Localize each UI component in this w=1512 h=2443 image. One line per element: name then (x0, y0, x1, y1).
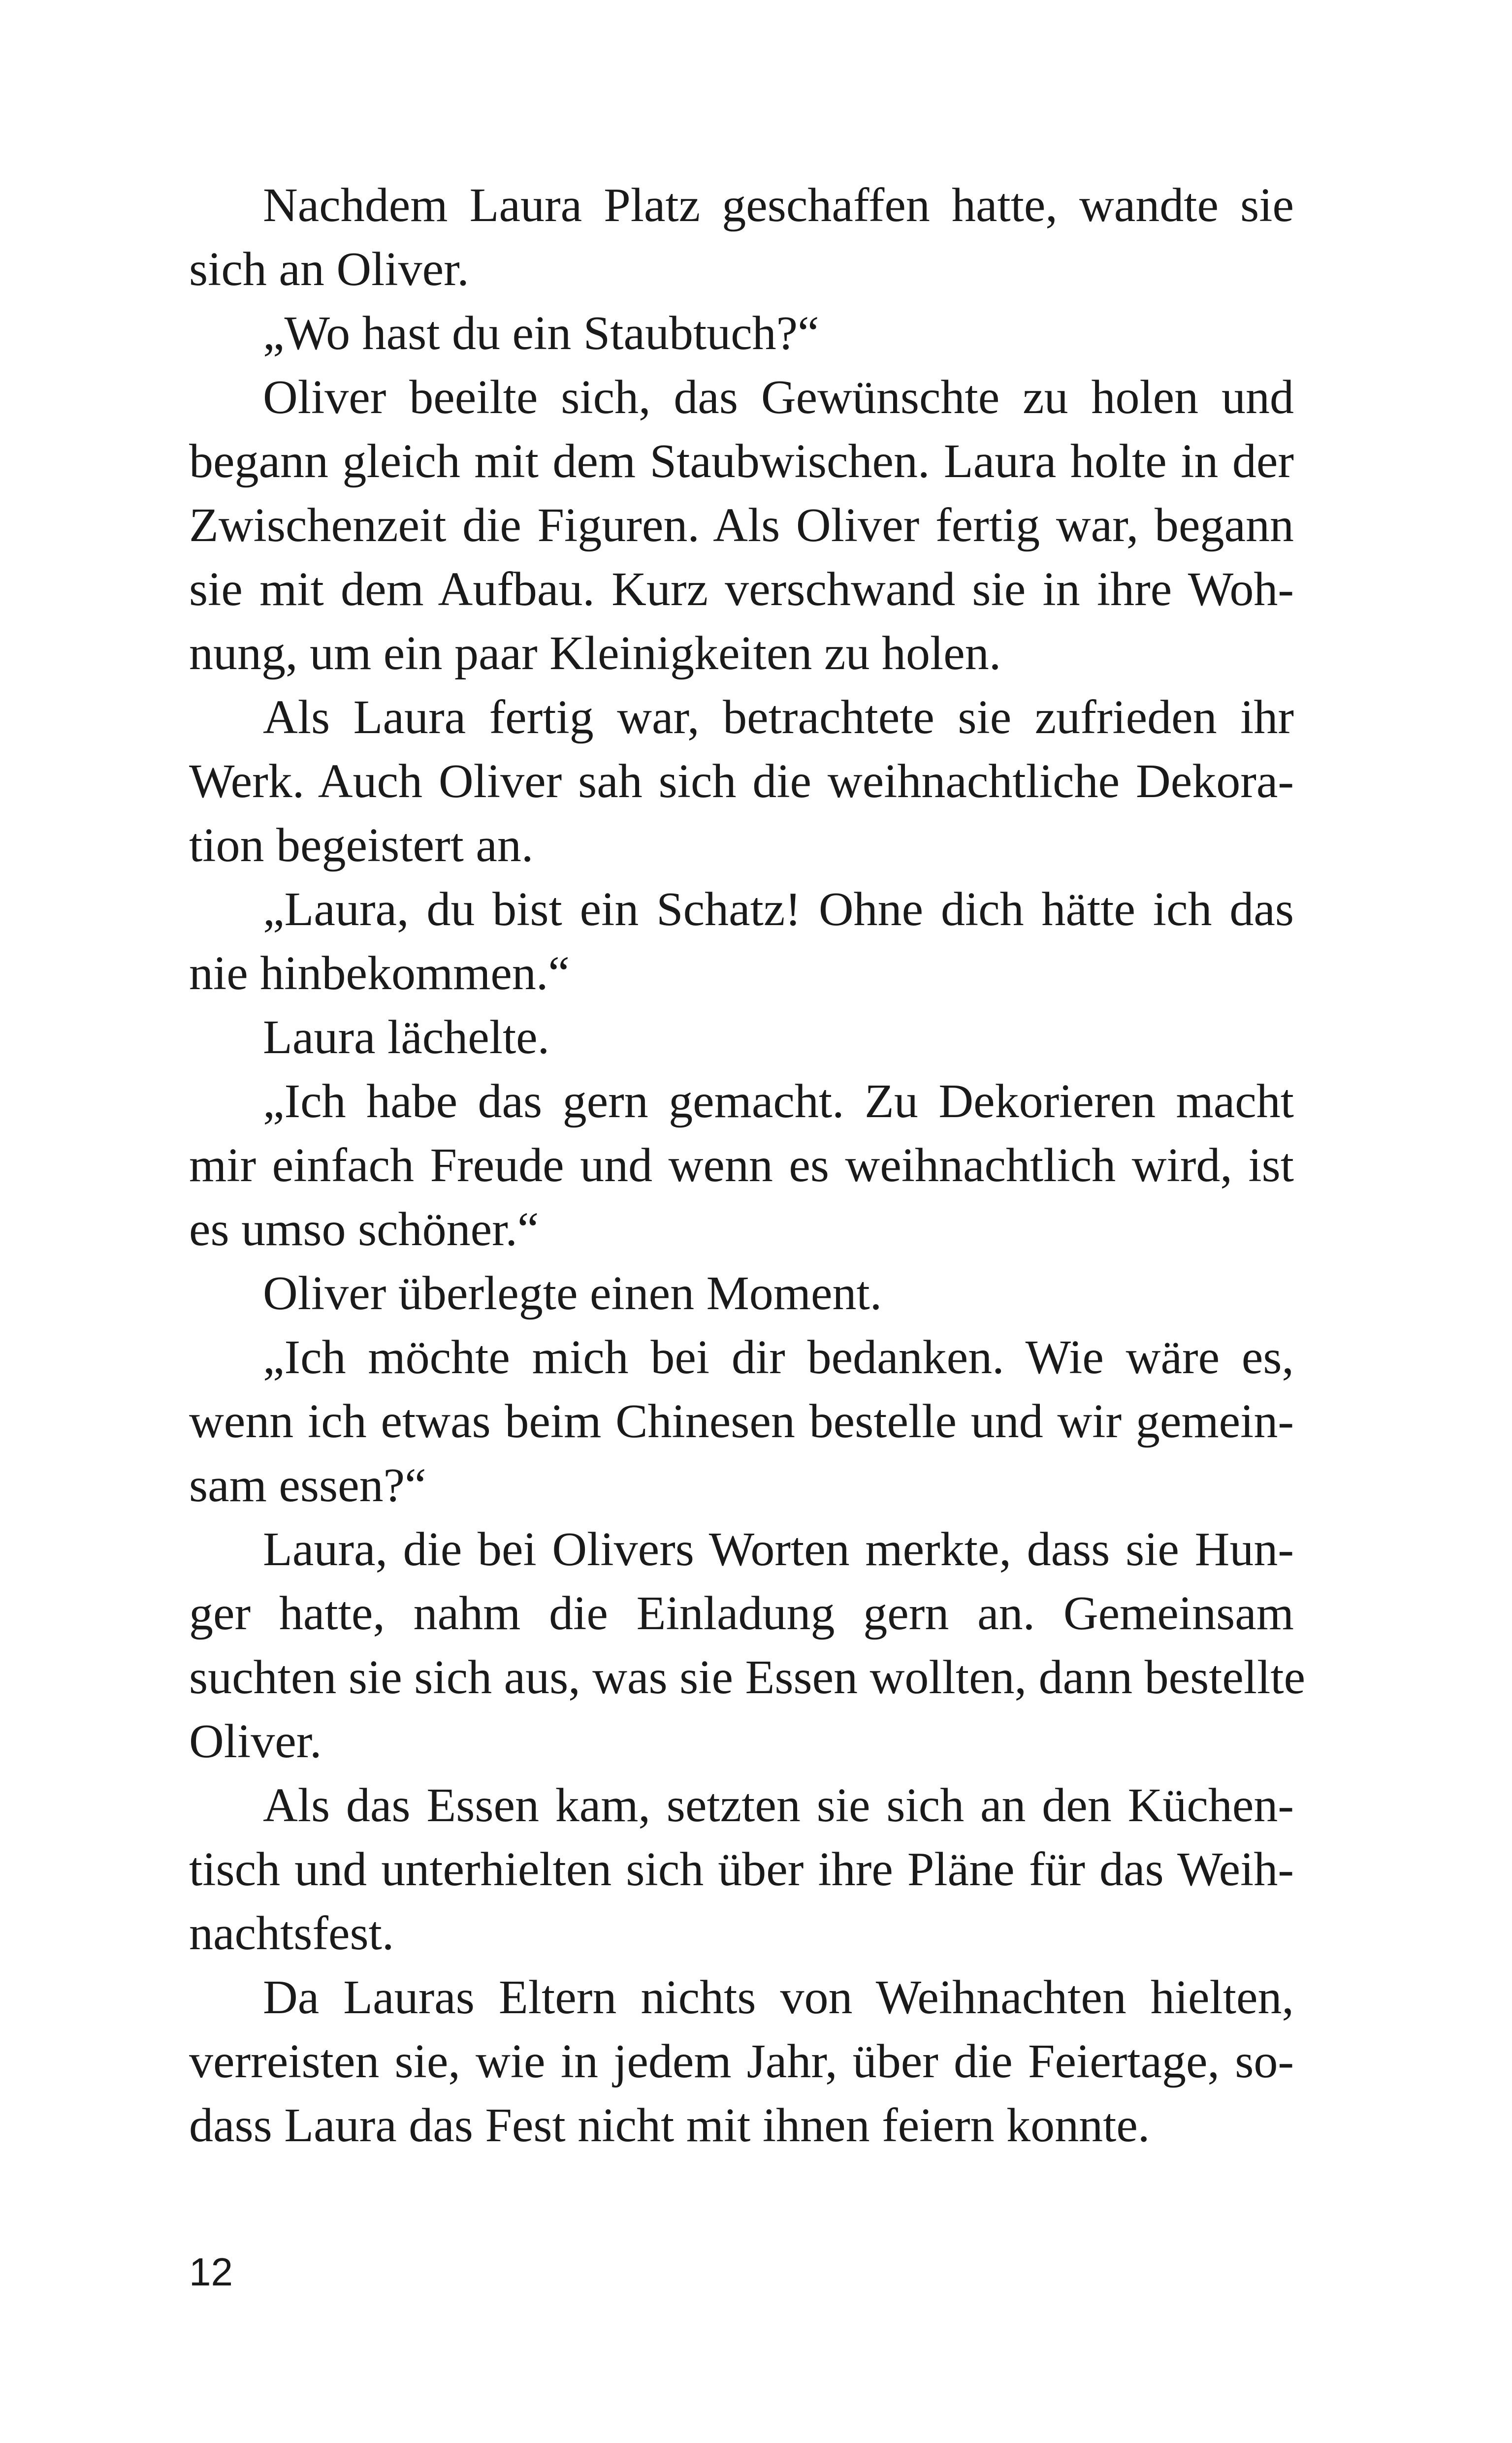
text-line: tion begeistert an. (189, 819, 534, 872)
text-line: wenn ich etwas beim Chinesen bestelle und wir gemein- (189, 1395, 1294, 1448)
text-line: Laura, die bei Olivers Worten merkte, dass sie Hun- (263, 1523, 1294, 1576)
text-line: „Ich habe das gern gemacht. Zu Dekorieren macht (263, 1075, 1294, 1128)
paragraph (189, 1773, 1294, 1965)
text-line: Als das Essen kam, setzten sie sich an den Küchen- (263, 1779, 1294, 1832)
text-line: Oliver überlegte einen Moment. (263, 1267, 882, 1320)
text-line: sam essen?“ (189, 1459, 426, 1512)
paragraph (189, 173, 1294, 301)
text-line: nie hinbekommen.“ (189, 947, 570, 1000)
paragraph (189, 1965, 1294, 2157)
text-line: Als Laura fertig war, betrachtete sie zufrieden ihr (263, 691, 1294, 744)
text-line: Zwischenzeit die Figuren. Als Oliver fertig war, begann (189, 499, 1294, 552)
paragraph (189, 685, 1294, 877)
paragraph (189, 1069, 1294, 1261)
body-text (189, 173, 1306, 2157)
text-line: sie mit dem Aufbau. Kurz verschwand sie in ihre Woh- (189, 563, 1294, 616)
text-line: dass Laura das Fest nicht mit ihnen feiern konnte. (189, 2099, 1150, 2152)
paragraph (189, 877, 1294, 1005)
text-line: begann gleich mit dem Staubwischen. Laura holte in der (189, 435, 1294, 488)
text-line: „Wo hast du ein Staubtuch?“ (263, 307, 819, 360)
paragraph (189, 301, 1294, 365)
paragraph (189, 1261, 1294, 1325)
text-line: verreisten sie, wie in jedem Jahr, über die Feiertage, so- (189, 2035, 1294, 2088)
text-line: ger hatte, nahm die Einladung gern an. Gemeinsam (189, 1587, 1294, 1640)
text-line: suchten sie sich aus, was sie Essen wollten, dann bestellte (189, 1651, 1306, 1704)
text-line: Laura lächelte. (263, 1011, 550, 1064)
paragraph (189, 1325, 1294, 1517)
paragraph (189, 1517, 1306, 1773)
text-line: nachtsfest. (189, 1907, 394, 1960)
text-line: mir einfach Freude und wenn es weihnachtlich wird, ist (189, 1139, 1294, 1192)
page-number: 12 (189, 2250, 233, 2294)
text-line: „Laura, du bist ein Schatz! Ohne dich hätte ich das (263, 883, 1294, 936)
text-line: es umso schöner.“ (189, 1203, 539, 1256)
text-line: Da Lauras Eltern nichts von Weihnachten hielten, (263, 1971, 1294, 2024)
text-line: „Ich möchte mich bei dir bedanken. Wie wäre es, (263, 1331, 1294, 1384)
text-line: Werk. Auch Oliver sah sich die weihnachtliche Dekora- (189, 755, 1294, 808)
text-line: Oliver beeilte sich, das Gewünschte zu holen und (263, 371, 1294, 424)
text-line: tisch und unterhielten sich über ihre Pläne für das Weih- (189, 1843, 1294, 1896)
paragraph (189, 365, 1294, 685)
text-line: nung, um ein paar Kleinigkeiten zu holen. (189, 627, 1001, 680)
paragraph (189, 1005, 1294, 1069)
text-line: Nachdem Laura Platz geschaffen hatte, wandte sie (263, 179, 1294, 232)
text-line: sich an Oliver. (189, 243, 469, 296)
text-line: Oliver. (189, 1715, 322, 1768)
